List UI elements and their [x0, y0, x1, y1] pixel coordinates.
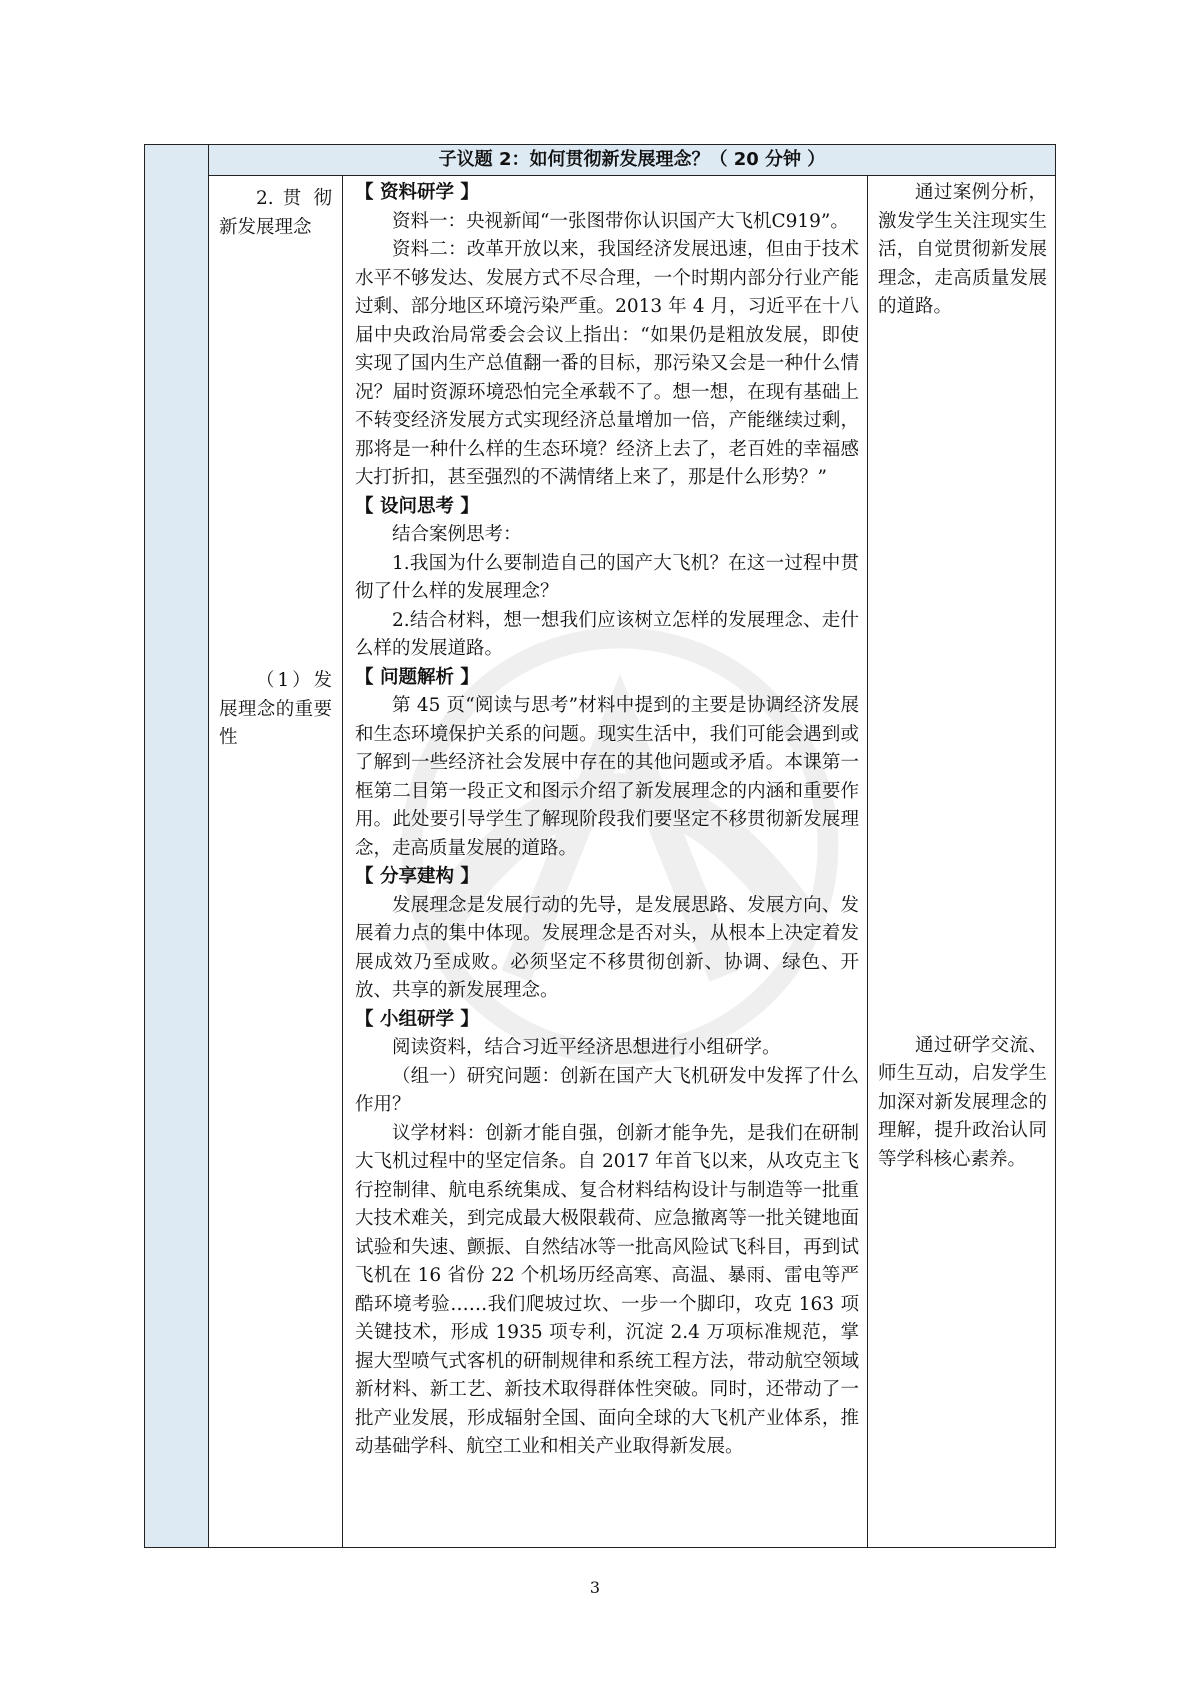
material-two: 资料二：改革开放以来，我国经济发展迅速，但由于技术水平不够发达、发展方式不尽合理，一个时期内部分行业产能过剩、部分地区环境污染严重。2013 年 4 月，习近平在十八届中央政治局常委会会议上指出：“如果仍是粗放发展，即使实现了国内生产总值翻一番的目标，那污染又会是一种什么情况？届时资源环境恐怕完全承载不了。想一想，在现有基础上不转变经济发展方式实现经济总量增加一倍，产能继续过剩，那将是一种什么样的生态环境？经济上去了，老百姓的幸福感大打折扣，甚至强烈的不满情绪上来了，那是什么形势？” [355, 239, 859, 488]
outline-item-2: （1）发 展理念的重要性 [219, 670, 332, 748]
group-one-material: 议学材料：创新才能自强，创新才能争先，是我们在研制大飞机过程中的坚定信条。自 2017 年首飞以来，从攻克主飞行控制律、航电系统集成、复合材料结构设计与制造等一批重大技术难关，到完成最大极限载荷、应急撤离等一批关键地面试验和失速、颤振、自然结冰等一批高风险试飞科目，再到试飞机在 16 省份 22 个机场历经高寒、高温、暴雨、雷电等严酷环境考验……我们爬坡过坎、一步一个脚印，攻克 163 项关键技术，形成 1935 项专利，沉淀 2.4 万项标准规范，掌握大型喷气式客机的研制规律和系统工程方法，带动航空领域新材料、新工艺、新技术取得群体性突破。同时，还带动了一批产业发展，形成辐射全国、面向全球的大飞机产业体系，推动基础学科、航空工业和相关产业取得新发展。 [355, 1122, 859, 1457]
question-intro: 结合案例思考： [392, 524, 522, 545]
material-one: 资料一：央视新闻“一张图带你认识国产大飞机C919”。 [392, 210, 849, 232]
topic-header: 子议题 2：如何贯彻新发展理念？（ 20 分钟 ） [209, 145, 1055, 176]
intent-two: 通过研学交流、师生互动，启发学生加深对新发展理念的理解，提升政治认同等学科核心素养。 [878, 1034, 1047, 1170]
group-one-question: （组一）研究问题：创新在国产大飞机研发中发挥了什么作用？ [355, 1065, 859, 1115]
share-text: 发展理念是发展行动的先导，是发展思路、发展方向、发展着力点的集中体现。发展理念是否对头，从根本上决定着发展成效乃至成败。必须坚定不移贯彻创新、协调、绿色、开放、共享的新发展理念。 [355, 894, 859, 1001]
blank-column [145, 145, 209, 1547]
question-one: 1.我国为什么要制造自己的国产大飞机？在这一过程中贯彻了什么样的发展理念？ [355, 552, 859, 602]
outline-item-1: 2. 贯 彻 新发展理念 [219, 188, 332, 238]
analysis-text: 第 45 页“阅读与思考”材料中提到的主要是协调经济发展和生态环境保护关系的问题。现实生活中，我们可能会遇到或了解到一些经济社会发展中存在的其他问题或矛盾。本课第一框第二目第一段正文和图示介绍了新发展理念的内涵和重要作用。此处要引导学生了解现阶段我们要坚定不移贯彻新发展理念，走高质量发展的道路。 [355, 695, 859, 859]
section-heading-questions: 【 设问思考 】 [355, 495, 479, 517]
activity-column [343, 175, 868, 1547]
section-heading-share: 【 分享建构 】 [355, 866, 479, 887]
section-heading-analysis: 【 问题解析 】 [355, 666, 479, 688]
lesson-table [144, 144, 1056, 1548]
group-intro: 阅读资料，结合习近平经济思想进行小组研学。 [392, 1037, 781, 1058]
section-heading-group: 【 小组研学 】 [355, 1008, 479, 1030]
question-two: 2.结合材料，想一想我们应该树立怎样的发展理念、走什么样的发展道路。 [355, 609, 859, 659]
content-outline-column [209, 175, 343, 1547]
design-intent-column [868, 175, 1055, 1547]
section-heading-materials: 【 资料研学 】 [355, 182, 479, 203]
intent-one: 通过案例分析，激发学生关注现实生活，自觉贯彻新发展理念，走高质量发展的道路。 [878, 182, 1047, 317]
page-number: 3 [589, 1578, 601, 1597]
